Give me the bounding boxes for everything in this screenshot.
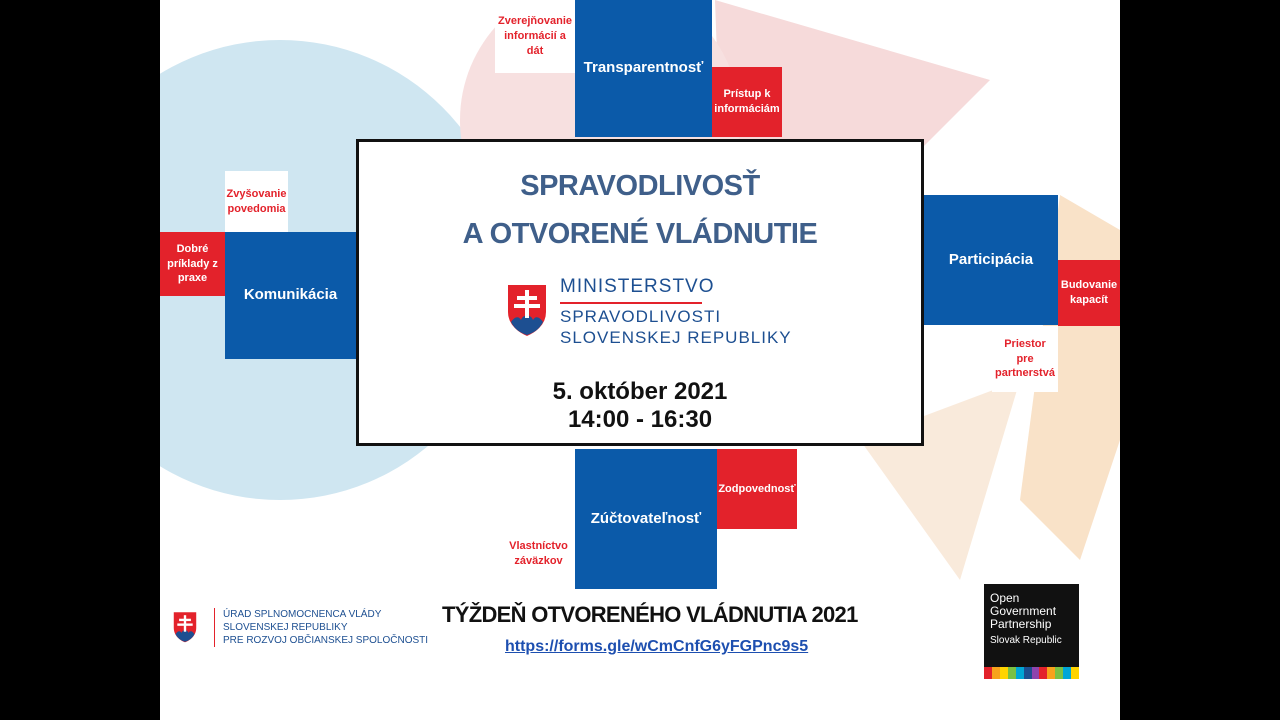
office-line-1: ÚRAD SPLNOMOCNENCA VLÁDY xyxy=(223,609,382,620)
ministry-line-3: SLOVENSKEJ REPUBLIKY xyxy=(560,328,792,348)
ogp-line-1: Open xyxy=(990,591,1020,605)
tag-ownership: Vlastníctvo záväzkov xyxy=(502,519,575,589)
office-name xyxy=(214,608,428,647)
slide xyxy=(160,0,1120,720)
pillar-transparency: Transparentnosť xyxy=(575,0,712,137)
title-line-2: A OTVORENÉ VLÁDNUTIE xyxy=(462,218,818,250)
office-line-2: SLOVENSKEJ REPUBLIKY xyxy=(223,622,348,633)
ogp-logo xyxy=(984,584,1079,679)
office-line-3: PRE ROZVOJ OBČIANSKEJ SPOLOČNOSTI xyxy=(223,635,429,646)
ogp-color-strip xyxy=(984,667,1079,679)
ministry-rule xyxy=(560,302,702,304)
event-week-title: TÝŽDEŇ OTVORENÉHO VLÁDNUTIA 2021 xyxy=(442,602,858,627)
tag-publication: Zverejňovanie informácií a dát xyxy=(495,0,575,73)
event-date: 5. október 2021 xyxy=(552,378,728,405)
title-line-1: SPRAVODLIVOSŤ xyxy=(520,170,760,202)
slovak-coat-of-arms-icon xyxy=(505,282,549,338)
tag-capacity: Budovanie kapacít xyxy=(1058,260,1120,326)
pillar-communication: Komunikácia xyxy=(225,232,356,359)
ogp-line-2: Government xyxy=(990,604,1057,619)
event-card xyxy=(356,139,924,446)
ministry-line-2-3 xyxy=(560,306,792,349)
ministry-line-2: SPRAVODLIVOSTI xyxy=(560,307,722,326)
office-coat-of-arms-icon xyxy=(172,610,198,644)
ogp-line-3: Partnership xyxy=(990,617,1052,632)
ministry-line-1: MINISTERSTVO xyxy=(560,276,715,297)
registration-link[interactable]: https://forms.gle/wCmCnfG6yFGPnc9s5 xyxy=(505,638,809,655)
tag-awareness: Zvyšovanie povedomia xyxy=(225,171,288,232)
ogp-line-4: Slovak Republic xyxy=(990,634,1062,646)
pillar-participation: Participácia xyxy=(924,195,1058,325)
tag-responsibility: Zodpovednosť xyxy=(717,449,797,529)
event-time: 14:00 - 16:30 xyxy=(567,406,713,433)
tag-access: Prístup k informáciám xyxy=(712,67,782,137)
pillar-accountability: Zúčtovateľnosť xyxy=(575,449,717,589)
tag-good-examples: Dobré príklady z praxe xyxy=(160,232,225,296)
tag-space: Priestor pre partnerstvá xyxy=(992,326,1058,392)
